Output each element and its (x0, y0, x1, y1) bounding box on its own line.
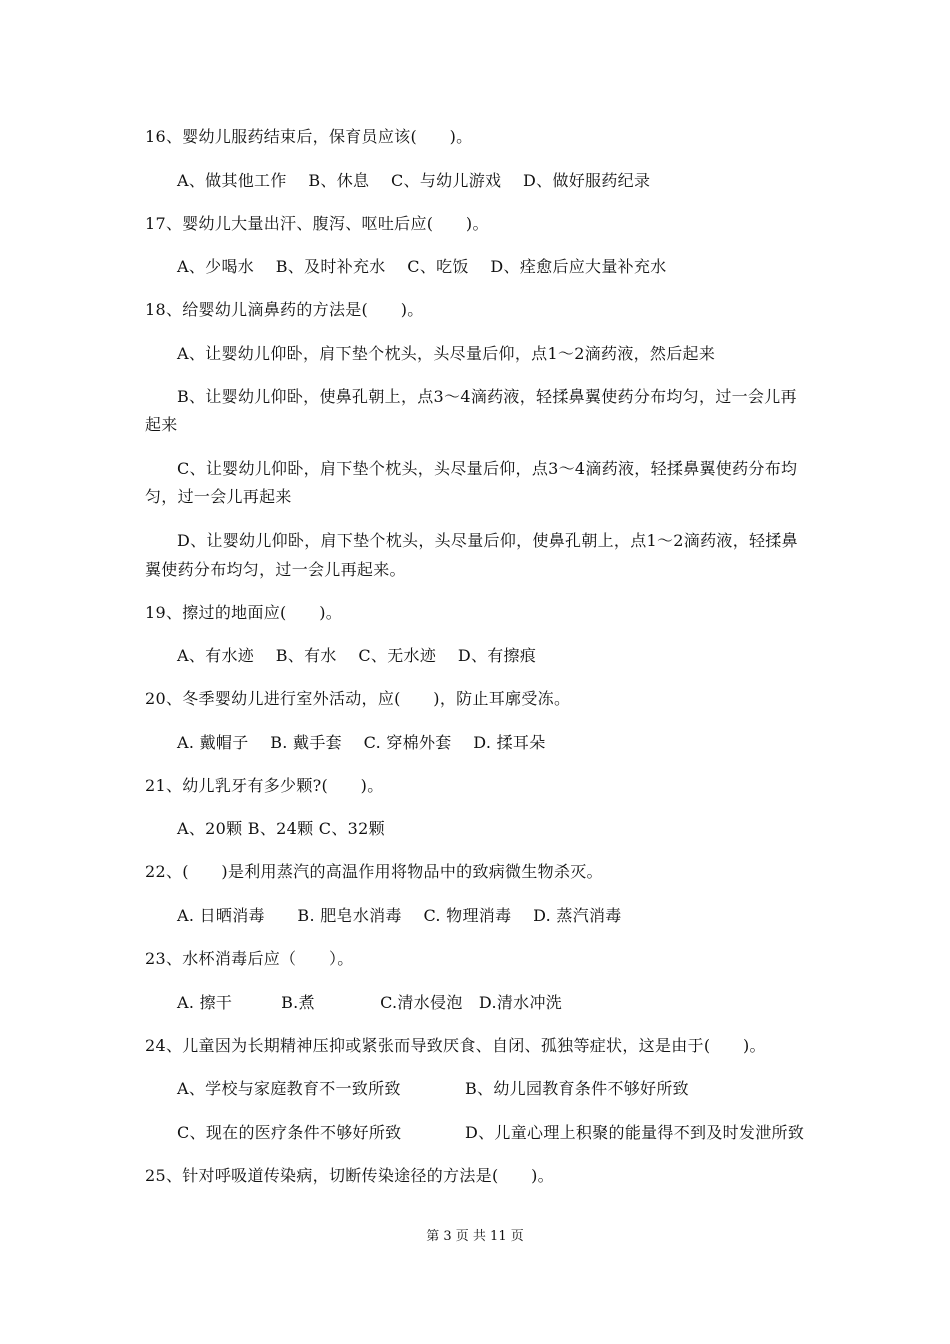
options-23: A. 擦干 B.煮 C.清水侵泡 D.清水冲洗 (177, 993, 563, 1012)
options-22: A. 日晒消毒 B. 肥皂水消毒 C. 物理消毒 D. 蒸汽消毒 (177, 906, 622, 925)
question-20: 20、冬季婴幼儿进行室外活动，应( )，防止耳廓受冻。 (145, 689, 571, 708)
question-21: 21、幼儿乳牙有多少颗?( )。 (145, 776, 384, 795)
option-18-b: B、让婴幼儿仰卧，使鼻孔朝上，点3～4滴药液，轻揉鼻翼使药分布均匀，过一会儿再 (177, 387, 797, 406)
option-18-d: D、让婴幼儿仰卧，肩下垫个枕头，头尽量后仰，使鼻孔朝上，点1～2滴药液，轻揉鼻 (177, 531, 798, 550)
option-18-a: A、让婴幼儿仰卧，肩下垫个枕头，头尽量后仰，点1～2滴药液，然后起来 (177, 344, 716, 363)
question-18: 18、给婴幼儿滴鼻药的方法是( )。 (145, 300, 424, 319)
option-18-d-cont: 翼使药分布均匀，过一会儿再起来。 (145, 560, 406, 579)
option-18-c-cont: 匀，过一会儿再起来 (145, 487, 292, 506)
question-24: 24、儿童因为长期精神压抑或紧张而导致厌食、自闭、孤独等症状，这是由于( )。 (145, 1036, 766, 1055)
page-footer: 第 3 页 共 11 页 (426, 1229, 524, 1244)
option-24-d: D、儿童心理上积聚的能量得不到及时发泄所致 (465, 1123, 805, 1142)
question-23: 23、水杯消毒后应（ ）。 (145, 949, 354, 968)
question-19: 19、擦过的地面应( )。 (145, 603, 343, 622)
question-22: 22、( )是利用蒸汽的高温作用将物品中的致病微生物杀灭。 (145, 862, 603, 881)
option-18-b-cont: 起来 (145, 415, 178, 434)
option-24-a: A、学校与家庭教育不一致所致 (177, 1079, 401, 1098)
options-20: A. 戴帽子 B. 戴手套 C. 穿棉外套 D. 揉耳朵 (177, 733, 546, 752)
option-24-c: C、现在的医疗条件不够好所致 (177, 1123, 402, 1142)
options-21: A、20颗 B、24颗 C、32颗 (177, 819, 385, 838)
options-17: A、少喝水 B、及时补充水 C、吃饭 D、痊愈后应大量补充水 (177, 257, 667, 276)
question-17: 17、婴幼儿大量出汗、腹泻、呕吐后应( )。 (145, 214, 489, 233)
option-18-c: C、让婴幼儿仰卧，肩下垫个枕头，头尽量后仰，点3～4滴药液，轻揉鼻翼使药分布均 (177, 459, 798, 478)
question-25: 25、针对呼吸道传染病，切断传染途径的方法是( )。 (145, 1166, 554, 1185)
question-16: 16、婴幼儿服药结束后，保育员应该( )。 (145, 127, 473, 146)
options-19: A、有水迹 B、有水 C、无水迹 D、有擦痕 (177, 646, 537, 665)
options-16: A、做其他工作 B、休息 C、与幼儿游戏 D、做好服药纪录 (177, 171, 651, 190)
option-24-b: B、幼儿园教育条件不够好所致 (465, 1079, 689, 1098)
